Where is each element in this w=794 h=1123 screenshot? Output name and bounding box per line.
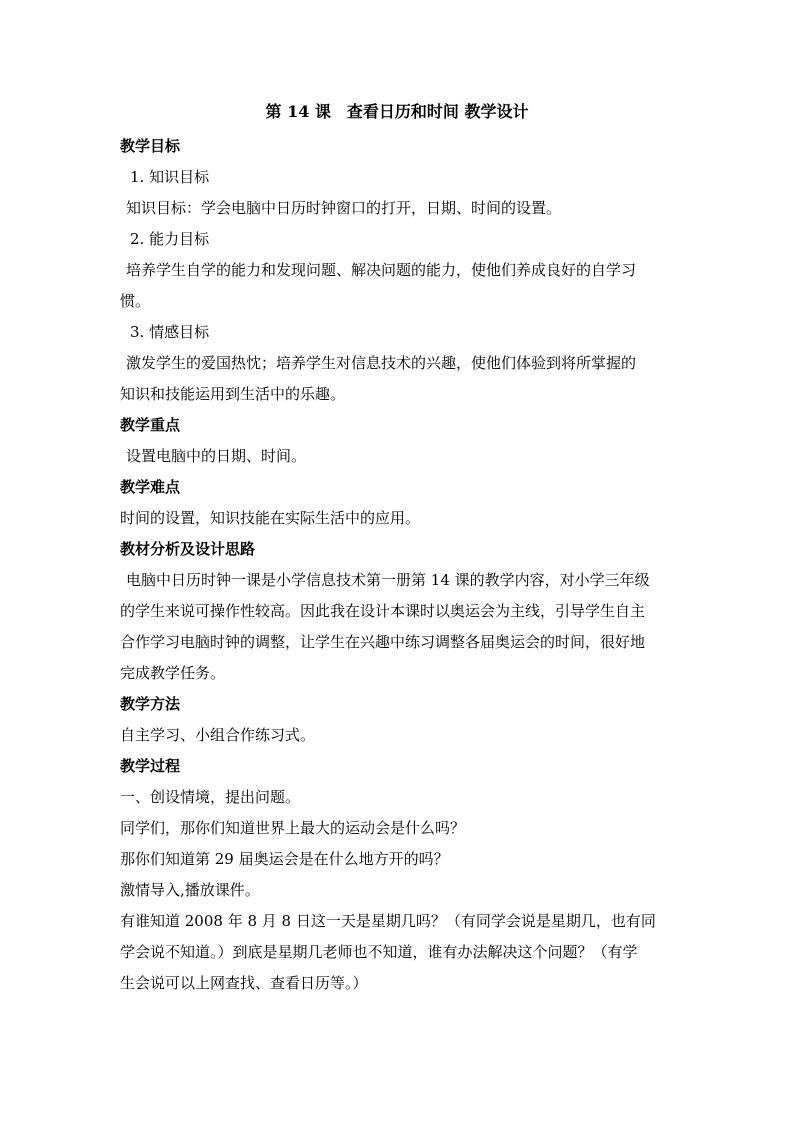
paragraph-line: 生会说可以上网查找、查看日历等。） — [120, 974, 368, 992]
paragraph-line: 的学生来说可操作性较高。因此我在设计本课时以奥运会为主线，引导学生自主 — [120, 602, 646, 620]
paragraph-line: 合作学习电脑时钟的调整，让学生在兴趣中练习调整各届奥运会的时间，很好地 — [120, 633, 646, 651]
document-title: 第 14 课 查看日历和时间 教学设计 — [265, 102, 529, 121]
paragraph-line: 培养学生自学的能力和发现问题、解决问题的能力，使他们养成良好的自学习 — [126, 261, 637, 279]
section-heading-difficulties: 教学难点 — [120, 478, 181, 496]
section-heading-analysis: 教材分析及设计思路 — [120, 540, 256, 558]
section-heading-methods: 教学方法 — [120, 695, 181, 713]
paragraph-line: 惯。 — [120, 292, 151, 310]
numbered-item-knowledge-objective: 1. 知识目标 — [130, 168, 210, 186]
paragraph-line: 时间的设置，知识技能在实际生活中的应用。 — [120, 509, 421, 527]
section-heading-process: 教学过程 — [120, 757, 181, 775]
paragraph-line: 设置电脑中的日期、时间。 — [126, 447, 307, 465]
paragraph-line: 知识和技能运用到生活中的乐趣。 — [120, 385, 346, 403]
document-body — [120, 131, 676, 999]
paragraph-line: 激发学生的爱国热忱；培养学生对信息技术的兴趣，使他们体验到将所掌握的 — [126, 354, 637, 372]
paragraph-line: 自主学习、小组合作练习式。 — [120, 726, 316, 744]
paragraph-line: 一、创设情境，提出问题。 — [120, 788, 301, 806]
numbered-item-ability-objective: 2. 能力目标 — [130, 230, 210, 248]
section-heading-key-points: 教学重点 — [120, 416, 181, 434]
paragraph-line: 同学们，那你们知道世界上最大的运动会是什么吗？ — [120, 819, 466, 837]
paragraph-line: 电脑中日历时钟一课是小学信息技术第一册第 14 课的教学内容，对小学三年级 — [126, 571, 650, 589]
numbered-item-emotion-objective: 3. 情感目标 — [130, 323, 210, 341]
section-heading-objectives: 教学目标 — [120, 137, 181, 155]
paragraph-line: 知识目标：学会电脑中日历时钟窗口的打开，日期、时间的设置。 — [126, 199, 562, 217]
paragraph-line: 激情导入,播放课件。 — [120, 881, 260, 899]
paragraph-line: 有谁知道 2008 年 8 月 8 日这一天是星期几吗？（有同学会说是星期几，也有同 — [120, 912, 656, 930]
paragraph-line: 完成教学任务。 — [120, 664, 226, 682]
paragraph-line: 那你们知道第 29 届奥运会是在什么地方开的吗？ — [120, 850, 449, 868]
paragraph-line: 学会说不知道。）到底是星期几老师也不知道，谁有办法解决这个问题？（有学 — [120, 943, 638, 961]
